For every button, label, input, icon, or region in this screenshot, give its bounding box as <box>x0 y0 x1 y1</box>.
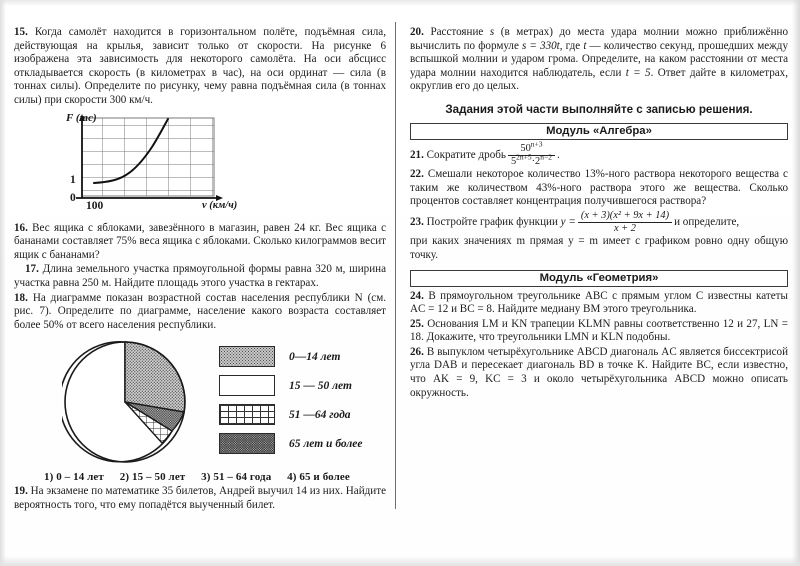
figure-6-origin-label: 0 <box>70 191 76 204</box>
task-16-number: 16. <box>14 221 28 234</box>
task-24-number: 24. <box>410 289 424 302</box>
task-18-answer-options <box>44 471 386 483</box>
option-1: 1) 0 – 14 лет <box>44 471 104 484</box>
task-18-number: 18. <box>14 291 28 304</box>
denominator-base-b: 2 <box>535 155 541 167</box>
denominator-dot: · <box>531 155 536 167</box>
task-17-number: 17. <box>25 263 39 276</box>
legend-swatch-grid-icon <box>219 404 275 425</box>
task-21 <box>410 139 788 167</box>
legend-item <box>219 429 362 458</box>
task-21-fraction <box>508 139 555 167</box>
task-23-line2: при каких значениях m прямая y = m имеет с графиком ровно одну общую точку. <box>410 235 788 261</box>
task-20-number: 20. <box>410 26 424 38</box>
task-15-text: Когда самолёт находится в горизонтальном полёте, подъёмная сила, действующая на крылья, зависит только от скорости. На рисунке 6 изображена эта зависимость для некоторого самолёта. На оси абсцисс откладывается скорость (в километрах в час), на оси ординат — сила (в тоннах силы). Определите по рисунку, чему равна подъёмная сила (в тоннах силы) при скорости 300 км/ч. <box>14 26 387 106</box>
task-20-text-1: Расстояние <box>430 26 490 38</box>
task-23-fraction <box>578 210 672 234</box>
task-20-text-2: (в метрах) до места удара молнии можно приближённо вычислить по формуле <box>410 26 788 52</box>
task-22-text: Смешали некоторое количество 13%-ного раствора некоторого вещества с таким же количеством 43%-ного раствора этого же вещества. Сколько процентов составляет концентрация получившегося раствора? <box>410 168 788 208</box>
task-20-text-3: , где <box>559 39 584 52</box>
task-24 <box>410 290 788 317</box>
task-26-text: В выпуклом четырёхугольнике ABCD диагональ AC является биссектрисой угла DAB и пересекает диагональ BD в точке K. Найдите BC, если известно, что AK = 9, KC = 3 и около четырёхугольника ABCD можно описать окружность. <box>410 345 789 399</box>
task-19-number: 19. <box>14 485 28 498</box>
legend-item <box>219 342 362 371</box>
figure-6-svg <box>14 112 314 220</box>
task-20-formula: s = 330t <box>522 39 560 52</box>
legend-label: 15 — 50 лет <box>289 379 352 392</box>
legend-swatch-dotted-icon <box>219 346 275 367</box>
right-column <box>410 26 788 400</box>
figure-7-legend <box>219 342 362 458</box>
legend-item <box>219 371 362 400</box>
task-22-number: 22. <box>410 168 424 181</box>
figure-6-x-tick-100: 100 <box>86 199 104 212</box>
task-19 <box>14 485 386 512</box>
task-15 <box>14 26 386 108</box>
task-20 <box>410 26 788 94</box>
legend-item <box>219 400 362 429</box>
task-18-text: На диаграмме показан возрастной состав населения республики N (см. рис. 7). Определите по диаграмме, население какого возраста составляет более 50% от всего населения республики. <box>14 291 386 331</box>
task-23-y-equals: y = <box>560 215 576 228</box>
figure-6-y-tick-1: 1 <box>70 173 76 186</box>
task-23-lead: Постройте график функции <box>426 215 558 228</box>
numerator-base: 50 <box>520 142 531 154</box>
task-17-text: Длина земельного участка прямоугольной формы равна 320 м, ширина участка равна 250 м. Найдите площадь этого участка в гектарах. <box>14 263 386 289</box>
task-26-number: 26. <box>410 345 424 358</box>
task-16-text: Вес ящика с яблоками, завезённого в магазин, равен 24 кг. Вес ящика с бананами составляет 75% веса ящика с яблоками. Сколько килограммов весит ящик с бананами? <box>14 221 386 261</box>
legend-label: 65 лет и более <box>289 437 363 450</box>
scan-edge-bottom <box>0 556 800 566</box>
task-20-text-5: . Ответ дайте в километрах, округлив его до целых. <box>410 66 788 93</box>
task-20-var-s: s <box>489 26 495 38</box>
figure-7-pie-chart <box>14 338 386 470</box>
task-26 <box>410 346 788 400</box>
task-23-number: 23. <box>410 215 424 228</box>
task-21-text: Сократите дробь <box>426 148 506 161</box>
task-22 <box>410 168 788 209</box>
task-24-text: В прямоугольном треугольнике ABC с прямым углом C известны катеты AC = 12 и BC = 8. Найдите медиану BM этого треугольника. <box>410 289 788 316</box>
legend-swatch-white-icon <box>219 375 275 396</box>
legend-swatch-dense-icon <box>219 433 275 454</box>
left-column <box>14 26 386 513</box>
denominator-exponent-a: 2n+5 <box>516 152 532 162</box>
fraction-denominator: x + 2 <box>578 222 672 235</box>
legend-label: 0—14 лет <box>289 350 341 363</box>
option-4: 4) 65 и более <box>287 471 350 484</box>
task-20-condition: t = 5 <box>625 66 651 79</box>
denominator-exponent-b: n−2 <box>540 152 552 162</box>
task-25-number: 25. <box>410 317 424 330</box>
task-23 <box>410 210 788 234</box>
scan-edge-right <box>792 0 800 566</box>
task-16 <box>14 222 386 263</box>
figure-7-pie-svg <box>62 338 188 466</box>
figure-6-x-axis-label: v (км/ч) <box>202 199 238 211</box>
fraction-denominator <box>508 152 555 168</box>
scan-edge-top <box>0 0 800 6</box>
legend-label: 51 —64 года <box>289 408 351 421</box>
task-21-number: 21. <box>410 148 424 161</box>
task-17 <box>14 263 386 290</box>
task-15-number: 15. <box>14 26 28 38</box>
task-19-text: На экзамене по математике 35 билетов, Андрей выучил 14 из них. Найдите вероятность того, что ему попадётся выученный билет. <box>14 485 386 511</box>
task-20-var-t: t <box>583 39 587 52</box>
figure-6-graph <box>14 112 314 220</box>
module-header-geometry: Модуль «Геометрия» <box>410 270 788 287</box>
option-2: 2) 15 – 50 лет <box>119 471 186 484</box>
task-25 <box>410 318 788 345</box>
scan-edge-left <box>0 0 6 566</box>
module-header-algebra: Модуль «Алгебра» <box>410 123 788 140</box>
task-20-text-4: — количество секунд, прошедших между вспышкой молнии и ударом грома. Определите, на каком расстоянии от места удара молнии находится наблюдатель, если <box>410 39 788 79</box>
section-note: Задания этой части выполняйте с записью решения. <box>445 102 753 116</box>
column-divider <box>395 22 396 509</box>
figure-6-y-axis-label: F (mc) <box>66 111 97 124</box>
denominator-base-a: 5 <box>510 155 517 167</box>
task-18 <box>14 292 386 333</box>
task-21-trailing: . <box>556 148 560 161</box>
fraction-numerator: (x + 3)(x² + 9x + 14) <box>580 210 670 222</box>
numerator-exponent: n+3 <box>530 139 543 149</box>
task-25-text: Основания LM и KN трапеции KLMN равны соответственно 12 и 27, LN = 18. Докажите, что треугольники LMN и KLN подобны. <box>410 317 788 344</box>
option-3: 3) 51 – 64 года <box>201 471 272 484</box>
task-23-tail: и определите, <box>674 215 740 228</box>
